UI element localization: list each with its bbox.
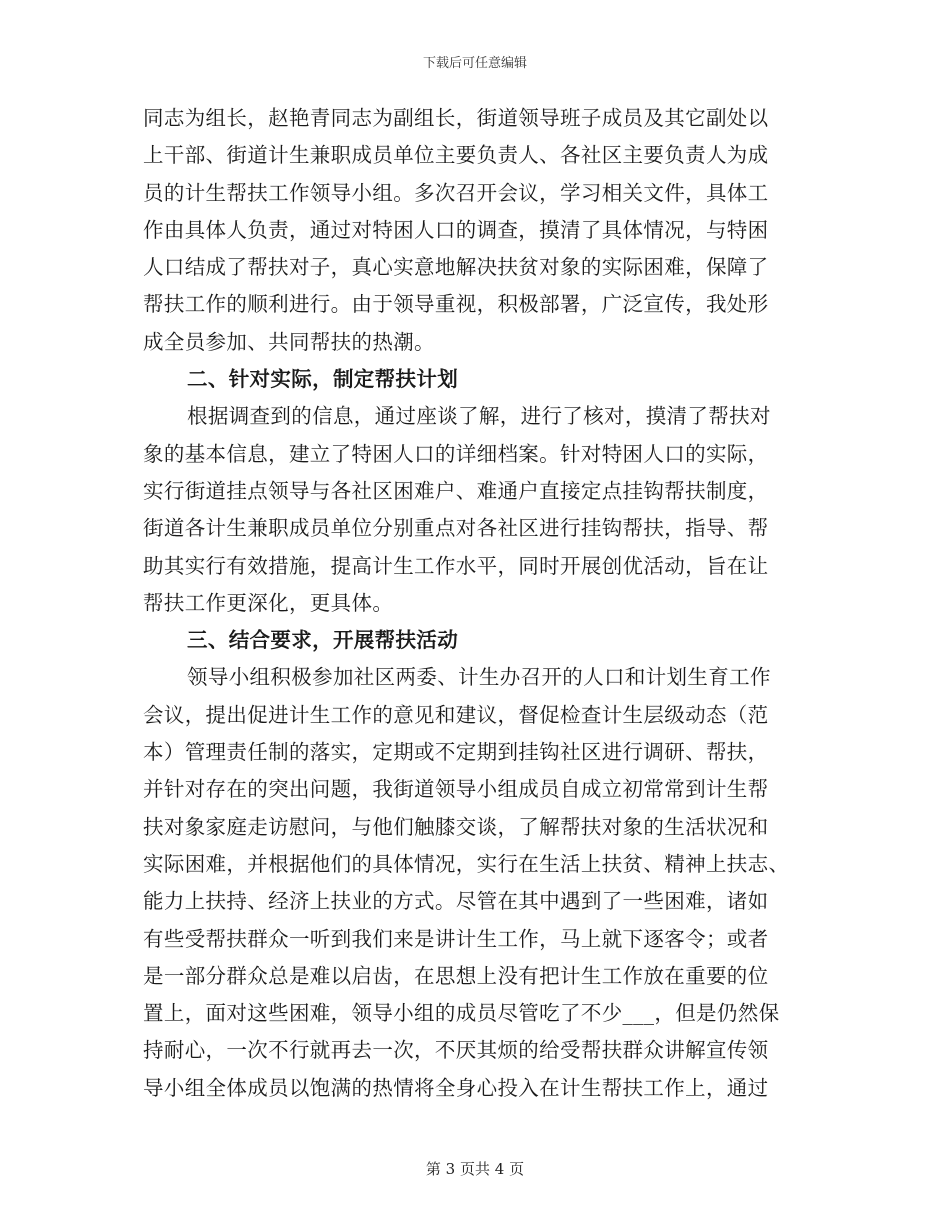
section-heading: 二、针对实际，制定帮扶计划 <box>187 367 459 392</box>
paragraph-line: 实行街道挂点领导与各社区困难户、难通户直接定点挂钩帮扶制度， <box>143 478 769 503</box>
page-footer: 第 3 页共 4 页 <box>425 1160 525 1178</box>
page-header: 下载后可任意编辑 <box>422 56 527 71</box>
paragraph-line: 助其实行有效措施，提高计生工作水平，同时开展创优活动，旨在让 <box>143 553 769 578</box>
paragraph-line: 持耐心，一次不行就再去一次，不厌其烦的给受帮扶群众讲解宣传领 <box>143 1038 769 1063</box>
paragraph-line: 上干部、街道计生兼职成员单位主要负责人、各社区主要负责人为成 <box>143 143 769 168</box>
paragraph-line: 作由具体人负责，通过对特困人口的调查，摸清了具体情况，与特困 <box>143 217 769 242</box>
paragraph-line: 员的计生帮扶工作领导小组。多次召开会议，学习相关文件，具体工 <box>143 180 769 205</box>
paragraph-line: 根据调查到的信息，通过座谈了解，进行了核对，摸清了帮扶对 <box>187 404 771 429</box>
paragraph-line: 实际困难，并根据他们的具体情况，实行在生活上扶贫、精神上扶志、 <box>143 851 790 876</box>
paragraph-line: 有些受帮扶群众一听到我们来是讲计生工作，马上就下逐客令；或者 <box>143 926 769 951</box>
paragraph-line: 街道各计生兼职成员单位分别重点对各社区进行挂钩帮扶，指导、帮 <box>143 516 769 541</box>
paragraph-line: 帮扶工作的顺利进行。由于领导重视，积极部署，广泛宣传，我处形 <box>143 292 769 317</box>
document-body <box>143 100 807 1107</box>
paragraph-line: 人口结成了帮扶对子，真心实意地解决扶贫对象的实际困难，保障了 <box>143 255 769 280</box>
paragraph-line: 帮扶工作更深化，更具体。 <box>143 590 394 615</box>
paragraph-line: 会议，提出促进计生工作的意见和建议，督促检查计生层级动态（范 <box>143 702 769 727</box>
paragraph-line: 能力上扶持、经济上扶业的方式。尽管在其中遇到了一些困难，诸如 <box>143 889 769 914</box>
paragraph-line: 同志为组长，赵艳青同志为副组长，街道领导班子成员及其它副处以 <box>143 106 769 130</box>
section-heading: 三、结合要求，开展帮扶活动 <box>187 628 459 653</box>
paragraph-line: 并针对存在的突出问题，我街道领导小组成员自成立初常常到计生帮 <box>143 777 769 802</box>
paragraph-line: 象的基本信息，建立了特困人口的详细档案。针对特困人口的实际， <box>143 441 769 466</box>
paragraph-line: 领导小组积极参加社区两委、计生办召开的人口和计划生育工作 <box>187 665 771 690</box>
paragraph-line: 是一部分群众总是难以启齿，在思想上没有把计生工作放在重要的位 <box>143 963 769 988</box>
paragraph-line: 导小组全体成员以饱满的热情将全身心投入在计生帮扶工作上，通过 <box>143 1075 769 1100</box>
paragraph-line: 置上，面对这些困难，领导小组的成员尽管吃了不少___，但是仍然保 <box>143 1001 780 1026</box>
paragraph-line: 扶对象家庭走访慰问，与他们触膝交谈，了解帮扶对象的生活状况和 <box>143 814 769 839</box>
paragraph-line: 成全员参加、共同帮扶的热潮。 <box>143 329 435 354</box>
paragraph-line: 本）管理责任制的落实，定期或不定期到挂钩社区进行调研、帮扶， <box>143 740 769 765</box>
